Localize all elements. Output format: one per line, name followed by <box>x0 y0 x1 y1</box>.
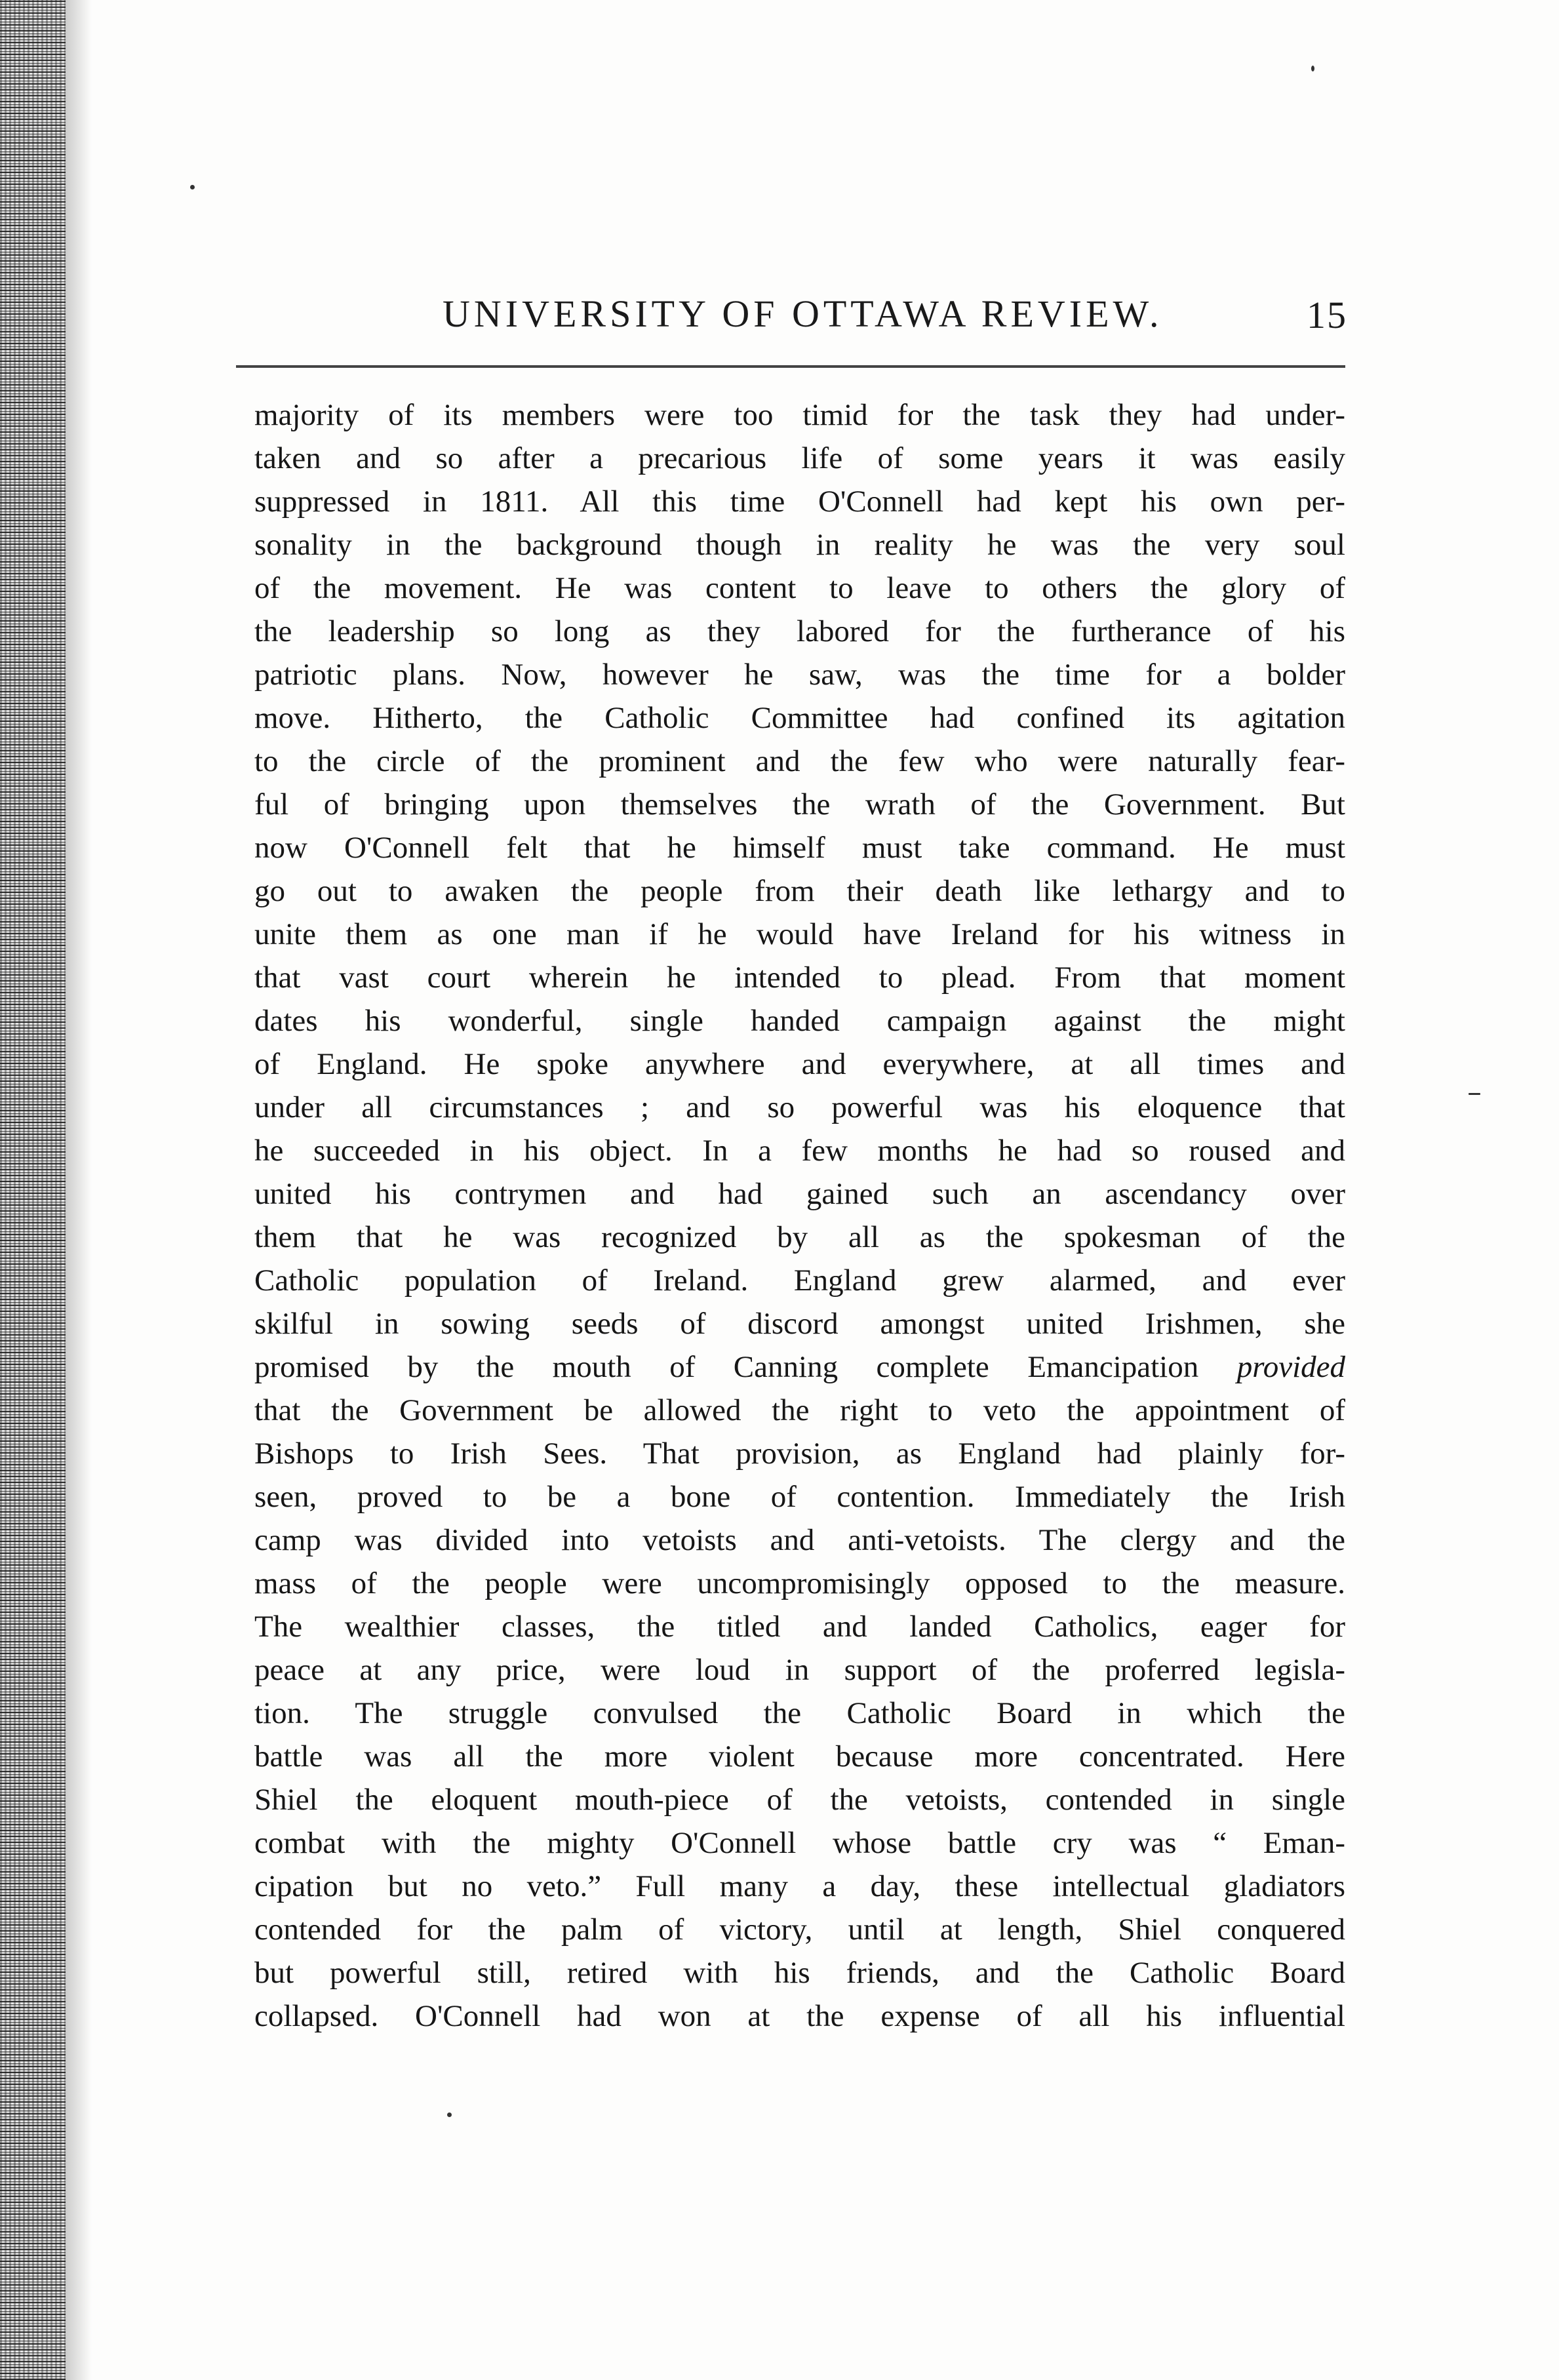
text-line: move. Hitherto, the Catholic Committee had confined its agitation <box>254 701 1345 735</box>
ink-speck <box>447 2112 452 2117</box>
text-line: tion. The struggle convulsed the Catholic Board in which the <box>254 1696 1345 1730</box>
text-line: the leadership so long as they labored for the furtherance of his <box>254 614 1345 648</box>
running-title: UNIVERSITY OF OTTAWA REVIEW. <box>443 292 1163 335</box>
text-line: combat with the mighty O'Connell whose battle cry was “ Eman- <box>254 1826 1345 1860</box>
text-line: battle was all the more violent because more concentrated. Here <box>254 1739 1345 1774</box>
text-line-with-italic <box>254 1345 1345 1389</box>
text-line: of England. He spoke anywhere and everywhere, at all times and <box>254 1047 1345 1081</box>
ink-speck <box>1311 66 1314 71</box>
text-line: skilful in sowing seeds of discord amongst united Irishmen, she <box>254 1307 1345 1341</box>
text-line: that the Government be allowed the right to veto the appointment of <box>254 1393 1345 1427</box>
binding-edge <box>0 0 66 2380</box>
running-head <box>233 292 1347 351</box>
ink-speck <box>190 185 195 189</box>
ink-speck <box>1469 1093 1480 1095</box>
text-line: ful of bringing upon themselves the wrath of the Government. But <box>254 787 1345 822</box>
text-line: unite them as one man if he would have Ireland for his witness in <box>254 917 1345 951</box>
text-line: them that he was recognized by all as the spokesman of the <box>254 1220 1345 1254</box>
italic-word: provided <box>1236 1350 1346 1384</box>
page-number: 15 <box>1307 294 1347 336</box>
text-line: under all circumstances ; and so powerful was his eloquence that <box>254 1090 1345 1124</box>
text-line: taken and so after a precarious life of some years it was easily <box>254 441 1345 475</box>
text-line: collapsed. O'Connell had won at the expense of all his influential <box>254 1999 1345 2033</box>
text-line: Catholic population of Ireland. England grew alarmed, and ever <box>254 1263 1345 1298</box>
text-line: to the circle of the prominent and the few who were naturally fear- <box>254 744 1345 778</box>
text-line: Bishops to Irish Sees. That provision, as England had plainly for- <box>254 1437 1345 1471</box>
text-line: peace at any price, were loud in support of the proferred legisla- <box>254 1653 1345 1687</box>
text-line: contended for the palm of victory, until at length, Shiel conquered <box>254 1913 1345 1947</box>
text-line: united his contrymen and had gained such an ascendancy over <box>254 1177 1345 1211</box>
body-text <box>254 393 1345 2038</box>
text-line: majority of its members were too timid for the task they had under- <box>254 398 1345 432</box>
text-line: camp was divided into vetoists and anti-vetoists. The clergy and the <box>254 1523 1345 1557</box>
binding-shadow <box>66 0 92 2380</box>
text-line: The wealthier classes, the titled and landed Catholics, eager for <box>254 1610 1345 1644</box>
text-line: that vast court wherein he intended to plead. From that moment <box>254 961 1345 995</box>
text-line-start: promised by the mouth of Canning complete Emancipation <box>254 1350 1199 1384</box>
text-line: mass of the people were uncompromisingly opposed to the measure. <box>254 1566 1345 1600</box>
text-line: of the movement. He was content to leave to others the glory of <box>254 571 1345 605</box>
text-line: go out to awaken the people from their death like lethargy and to <box>254 874 1345 908</box>
text-line: patriotic plans. Now, however he saw, was the time for a bolder <box>254 658 1345 692</box>
text-line: sonality in the background though in reality he was the very soul <box>254 528 1345 562</box>
text-line: suppressed in 1811. All this time O'Connell had kept his own per- <box>254 485 1345 519</box>
text-line: he succeeded in his object. In a few months he had so roused and <box>254 1134 1345 1168</box>
text-line: Shiel the eloquent mouth-piece of the vetoists, contended in single <box>254 1783 1345 1817</box>
text-line: now O'Connell felt that he himself must take command. He must <box>254 831 1345 865</box>
text-line: cipation but no veto.” Full many a day, these intellectual gladiators <box>254 1869 1345 1903</box>
text-line: dates his wonderful, single handed campaign against the might <box>254 1004 1345 1038</box>
text-line: but powerful still, retired with his friends, and the Catholic Board <box>254 1956 1345 1990</box>
text-line: seen, proved to be a bone of contention. Immediately the Irish <box>254 1480 1345 1514</box>
header-rule <box>236 365 1345 368</box>
